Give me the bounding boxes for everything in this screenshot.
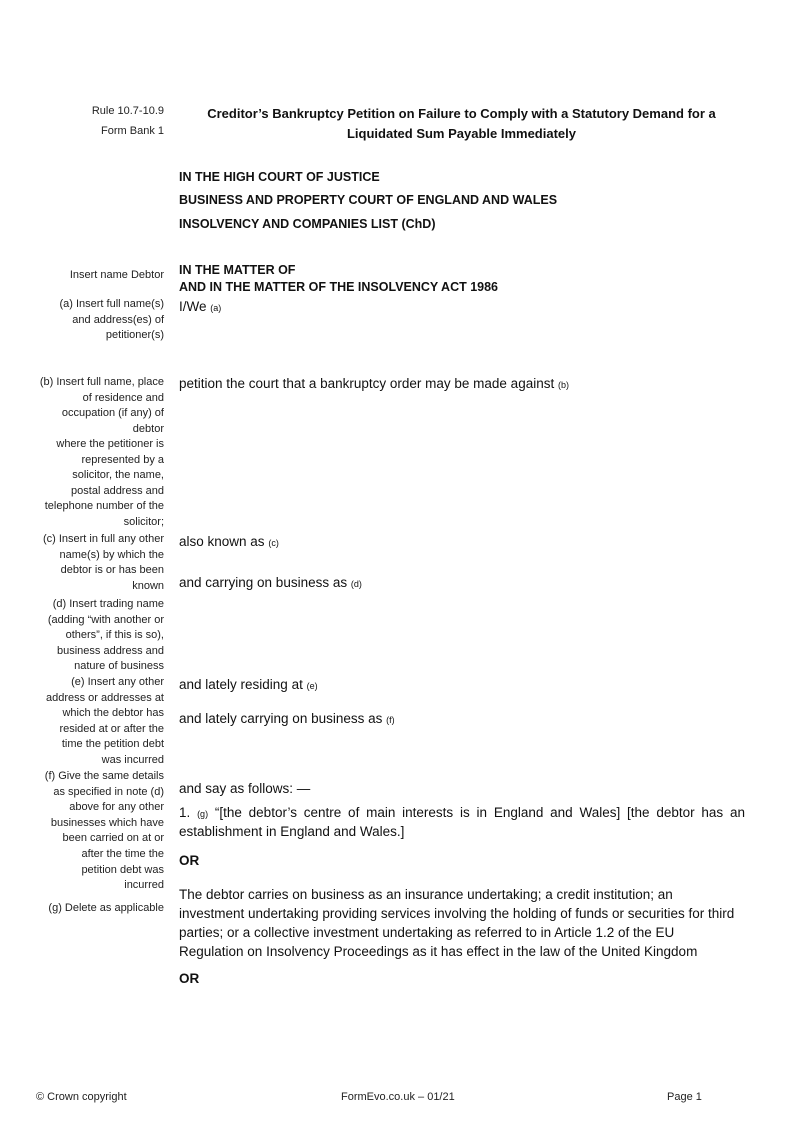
- form-title-line-2: Liquidated Sum Payable Immediately: [346, 126, 576, 141]
- or-separator-1: OR: [179, 853, 200, 868]
- form-title: [179, 104, 744, 144]
- note-a: (a) Insert full name(s) and address(es) of petitioner(s): [59, 298, 164, 342]
- paragraph-2: The debtor carries on business as an insurance undertaking; a credit institution; an investment undertaking providing services involving the holding of funds or securities for third parties; or a collective investment undertaking as referred to in Article 1.2 of the EU Regulation on Insolvency Proceedings as it has effect in the law of the United Kingdom: [179, 887, 735, 959]
- or-separator-2: OR: [179, 971, 200, 986]
- ref-g: (g): [197, 809, 209, 819]
- lately-carrying-on-business: and lately carrying on business as (f): [179, 711, 395, 726]
- note-e: (e) Insert any other address or addresses at which the debtor has resided at or after the time the petition debt was incurred: [45, 676, 164, 766]
- matter-of: IN THE MATTER OF: [179, 263, 296, 277]
- ref-f: (f): [386, 715, 395, 725]
- note-insert-name: Insert name Debtor: [69, 269, 164, 281]
- ref-a: (a): [210, 303, 222, 313]
- note-c: (c) Insert in full any other name(s) by which the debtor is or has been known: [42, 533, 164, 592]
- note-g: (g) Delete as applicable: [48, 902, 164, 914]
- ref-c: (c): [268, 538, 279, 548]
- footer-copyright: © Crown copyright: [36, 1091, 127, 1103]
- footer-page-number: Page 1: [667, 1091, 702, 1103]
- petitioner-statement: [179, 297, 221, 318]
- court-division: BUSINESS AND PROPERTY COURT OF ENGLAND AND WALES: [179, 193, 558, 207]
- rule-reference: Rule 10.7-10.9: [91, 105, 164, 117]
- ref-b: (b): [557, 380, 569, 390]
- ref-d: (d): [350, 579, 362, 589]
- petition-statement: petition the court that a bankruptcy order may be made against (b): [179, 376, 569, 391]
- also-known-as: also known as (c): [179, 534, 279, 549]
- paragraph-1-line-2: establishment in England and Wales.]: [179, 824, 405, 839]
- matter-insolvency-act: AND IN THE MATTER OF THE INSOLVENCY ACT 1986: [179, 280, 499, 293]
- form-reference: Form Bank 1: [101, 125, 164, 137]
- ref-e: (e): [306, 681, 318, 691]
- note-f: (f) Give the same details as specified in note (d) above for any other businesses which have been carried on at or after the time the petition debt was incurred: [44, 770, 164, 892]
- iwe-label: I/We: [179, 299, 207, 314]
- lately-residing: and lately residing at (e): [179, 677, 318, 692]
- court-name: IN THE HIGH COURT OF JUSTICE: [179, 170, 380, 184]
- paragraph-number: 1.: [179, 805, 191, 820]
- court-list: INSOLVENCY AND COMPANIES LIST (ChD): [179, 217, 436, 231]
- say-as-follows: and say as follows: —: [179, 781, 311, 796]
- carrying-on-business: and carrying on business as (d): [179, 575, 362, 590]
- note-b: (b) Insert full name, place of residence and occupation (if any) of debtor: [39, 376, 164, 435]
- footer-site: FormEvo.co.uk – 01/21: [341, 1091, 455, 1103]
- paragraph-1-line-1: 1. (g) “[the debtor’s centre of main interests is in England and Wales] [the debtor has an: [179, 805, 745, 820]
- note-d: (d) Insert trading name (adding “with another or others”, if this is so), business address and nature of business: [47, 598, 164, 673]
- form-title-line-1: Creditor’s Bankruptcy Petition on Failure to Comply with a Statutory Demand for a: [207, 106, 716, 121]
- note-solicitor: where the petitioner is represented by a solicitor, the name, postal address and telephone number of the solicitor;: [44, 438, 164, 528]
